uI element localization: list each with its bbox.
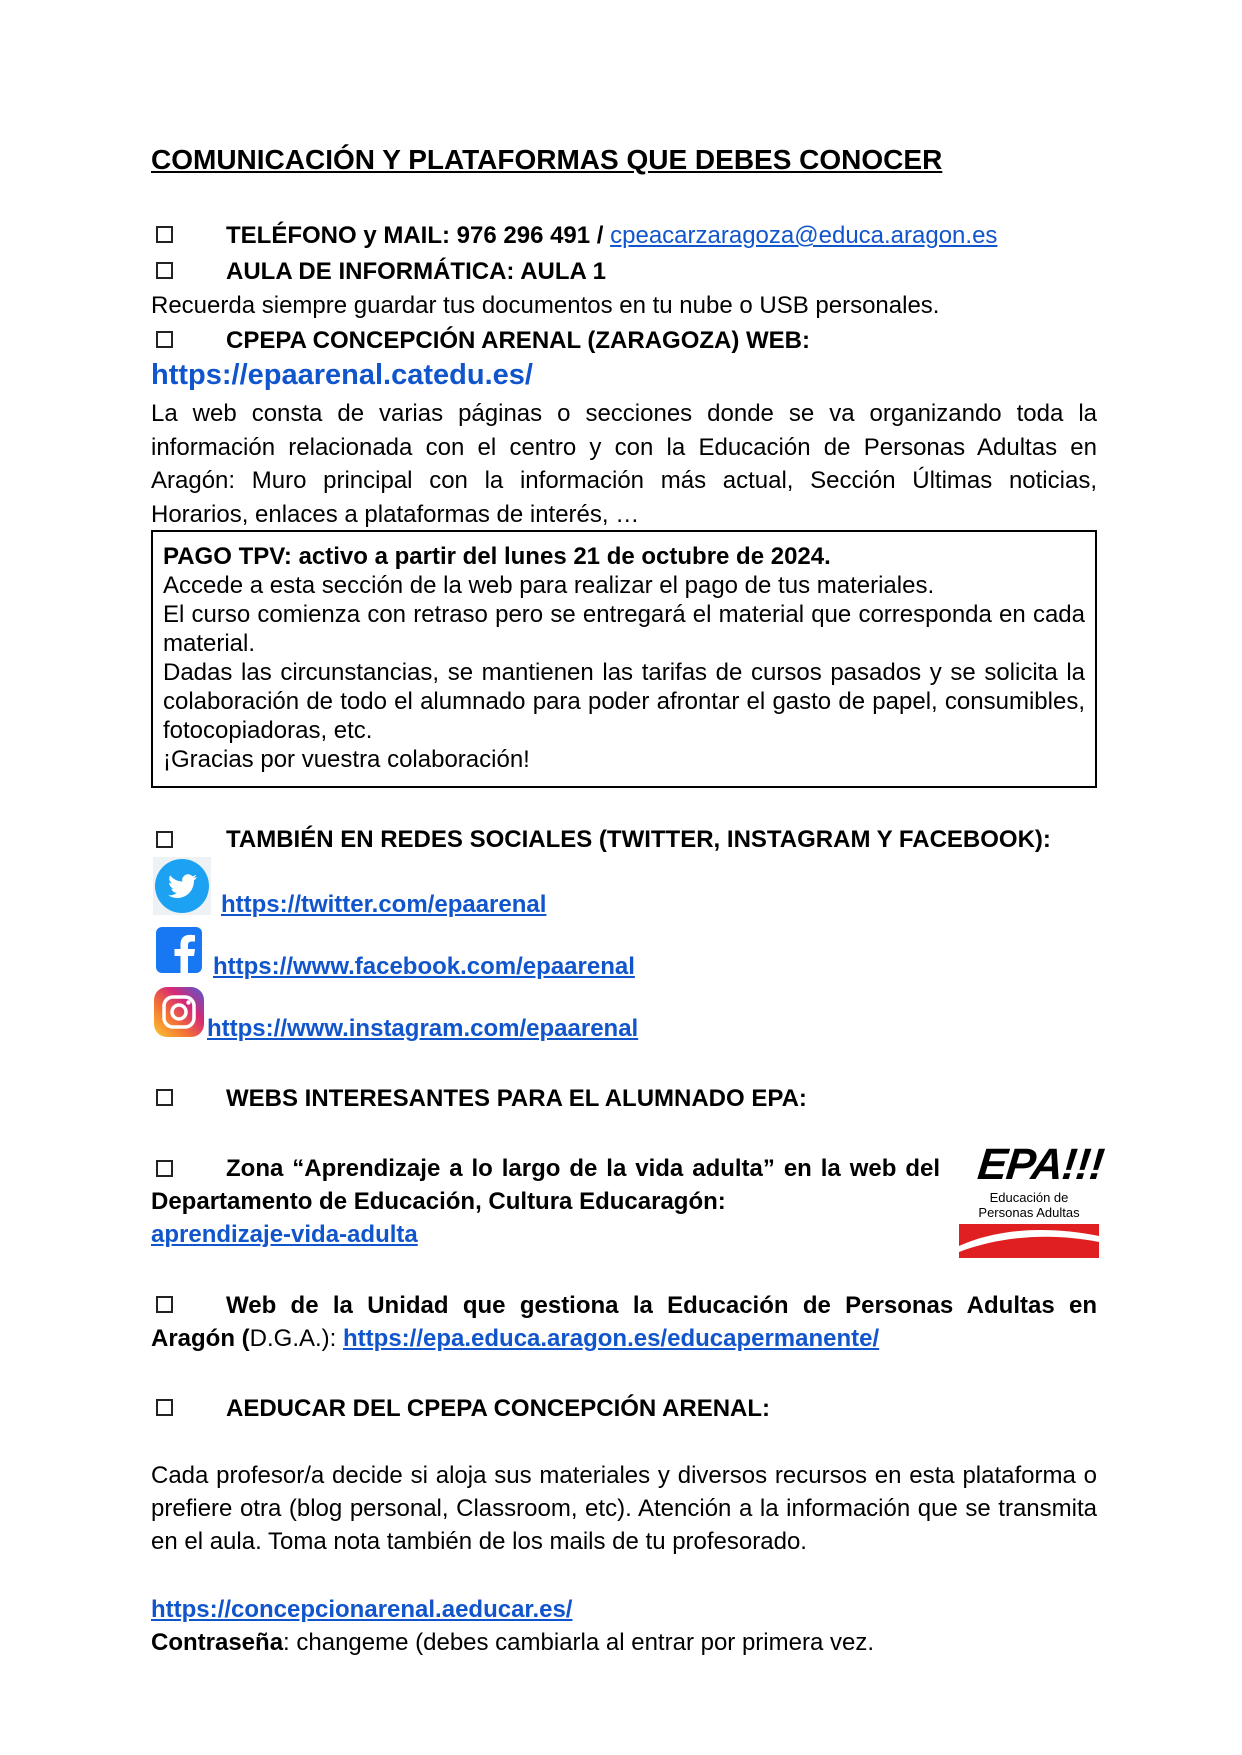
epa-logo-line-2: Personas Adultas [978, 1205, 1080, 1220]
checkbox-aeducar[interactable] [156, 1399, 173, 1416]
aula-note: Recuerda siempre guardar tus documentos en tu nube o USB personales. [151, 292, 940, 319]
tpv-line-3: Dadas las circunstancias, se mantienen las tarifas de cursos pasados y se solicita la colaboración de todo el alumnado para poder afrontar el gasto de papel, consumibles, fotocopiadoras, etc. [163, 659, 1085, 744]
unidad-link[interactable]: https://epa.educa.aragon.es/educapermanente/ [343, 1325, 880, 1352]
epa-logo-line-1: Educación de [989, 1190, 1069, 1205]
tpv-heading: PAGO TPV: activo a partir del lunes 21 de octubre de 2024. [163, 543, 831, 570]
epa-logo-text: EPA!!! [975, 1140, 1106, 1189]
aula-label: AULA DE INFORMÁTICA: AULA 1 [226, 258, 606, 285]
unidad-description: Web de la Unidad que gestiona la Educación de Personas Adultas en Aragón ( [151, 1292, 1097, 1352]
unidad-text [151, 1289, 1097, 1355]
email-link[interactable]: cpeacarzaragoza@educa.aragon.es [610, 222, 998, 249]
password-label: Contraseña [151, 1629, 284, 1656]
tpv-notice-box [151, 530, 1097, 788]
aeducar-label: AEDUCAR DEL CPEPA CONCEPCIÓN ARENAL: [226, 1395, 771, 1422]
instagram-link[interactable]: https://www.instagram.com/epaarenal [207, 1015, 639, 1042]
epa-logo-banner [959, 1224, 1099, 1258]
twitter-icon [153, 857, 211, 915]
zona-description: Zona “Aprendizaje a lo largo de la vida adulta” en la web del Departamento de Educación, Cultura Educaragón: [151, 1155, 940, 1215]
tpv-line-1: Accede a esta sección de la web para realizar el pago de tus materiales. [163, 572, 935, 599]
password-line [151, 1626, 874, 1659]
checkbox-contact[interactable] [156, 226, 173, 243]
unidad-dga: D.G.A.): [249, 1325, 344, 1352]
zona-link[interactable]: aprendizaje-vida-adulta [151, 1221, 418, 1248]
webs-label: WEBS INTERESANTES PARA EL ALUMNADO EPA: [226, 1085, 807, 1112]
aeducar-description: Cada profesor/a decide si aloja sus materiales y diversos recursos en esta plataforma o prefiere otra (blog personal, Classroom, etc). Atención a la información que se transmita en el aula. Toma nota también de los mails de tu profesorado. [151, 1462, 1097, 1555]
zona-text [151, 1152, 940, 1251]
contact-line [226, 219, 997, 252]
page-title: COMUNICACIÓN Y PLATAFORMAS QUE DEBES CONOCER [151, 144, 943, 175]
facebook-icon [155, 926, 203, 974]
epa-logo [958, 1140, 1106, 1260]
twitter-link[interactable]: https://twitter.com/epaarenal [221, 891, 547, 918]
aeducar-url-link[interactable]: https://concepcionarenal.aeducar.es/ [151, 1596, 573, 1623]
facebook-link[interactable]: https://www.facebook.com/epaarenal [213, 953, 635, 980]
web-url-link[interactable]: https://epaarenal.catedu.es/ [151, 359, 533, 391]
checkbox-aula[interactable] [156, 262, 173, 279]
web-description: La web consta de varias páginas o secciones donde se va organizando toda la información relacionada con el centro y con la Educación de Personas Adultas en Aragón: Muro principal con la información más actual, Sección Últimas noticias, Horarios, enlaces a plataformas de interés, … [151, 400, 1097, 528]
tpv-line-4: ¡Gracias por vuestra colaboración! [163, 746, 530, 773]
checkbox-web[interactable] [156, 331, 173, 348]
instagram-icon [153, 986, 205, 1038]
checkbox-social[interactable] [156, 831, 173, 848]
web-label: CPEPA CONCEPCIÓN ARENAL (ZARAGOZA) WEB: [226, 327, 810, 354]
checkbox-webs[interactable] [156, 1089, 173, 1106]
password-text: : changeme (debes cambiarla al entrar por primera vez. [283, 1629, 874, 1656]
tpv-line-2: El curso comienza con retraso pero se entregará el material que corresponda en cada material. [163, 601, 1085, 657]
social-label: TAMBIÉN EN REDES SOCIALES (TWITTER, INSTAGRAM Y FACEBOOK): [226, 826, 1051, 853]
contact-label: TELÉFONO y MAIL: 976 296 491 / [226, 222, 611, 249]
